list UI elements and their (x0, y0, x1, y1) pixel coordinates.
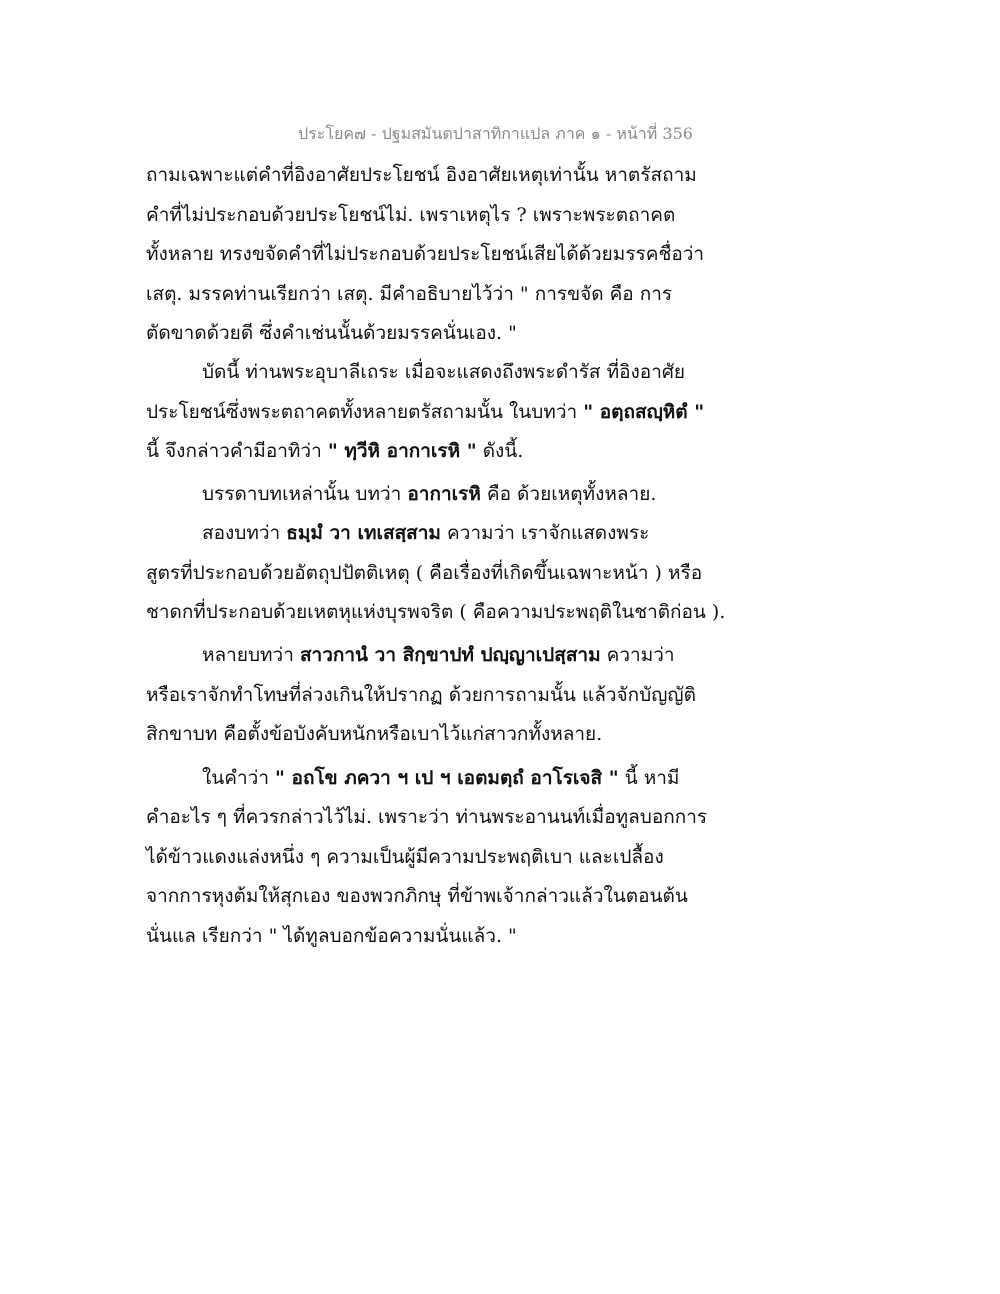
text-run: ทั้งหลาย ทรงขจัดคำที่ไม่ประกอบด้วยประโยชน์เสียได้ด้วยมรรคชื่อว่า (146, 243, 705, 265)
text-run: บัดนี้ ท่านพระอุบาลีเถระ เมื่อจะแสดงถึงพระดำรัส ที่อิงอาศัย (202, 361, 686, 383)
text-line (146, 879, 688, 913)
text-line (202, 638, 675, 672)
pali-term: " อถโข ภควา ฯ เป ฯ เอตมตฺถํ อาโรเจสิ " (275, 767, 619, 789)
pali-term: อากาเรหิ (407, 483, 481, 505)
text-line (146, 434, 523, 468)
text-run: เสตุ. มรรคท่านเรียกว่า เสตุ. มีคำอธิบายไว้ว่า " การขจัด คือ การ (146, 283, 673, 305)
text-run: นั่นแล เรียกว่า " ได้ทูลบอกข้อความนั่นแล้ว. " (146, 925, 517, 947)
page-header: ประโยค๗ - ปฐมสมันตปาสาทิกาแปล ภาค ๑ - หน้าที่ 356 (298, 124, 693, 143)
text-line (146, 840, 664, 874)
text-line (146, 919, 517, 953)
text-line (146, 800, 707, 834)
text-run: ความว่า เราจักแสดงพระ (440, 522, 650, 544)
text-run: หรือเราจักทำโทษที่ล่วงเกินให้ปรากฏ ด้วยการถามนั้น แล้วจักบัญญัติ (146, 684, 696, 706)
text-run: คำที่ไม่ประกอบด้วยประโยชน์ไม่. เพราเหตุไร ? เพราะพระตถาคต (146, 204, 676, 226)
text-run: สิกขาบท คือตั้งข้อบังคับหนักหรือเบาไว้แก่สาวกทั้งหลาย. (146, 723, 603, 745)
text-run: บรรดาบทเหล่านั้น บทว่า (202, 483, 408, 505)
text-line (146, 678, 696, 712)
text-run: ถามเฉพาะแต่คำที่อิงอาศัยประโยชน์ อิงอาศัยเหตุเท่านั้น หาตรัสถาม (146, 164, 697, 186)
text-line (202, 477, 656, 511)
text-run: สองบทว่า (202, 522, 287, 544)
text-line (146, 595, 725, 629)
pali-term: ธมฺมํ วา เทเสสฺสาม (286, 522, 441, 544)
text-run: ในคำว่า (202, 767, 276, 789)
pali-term: " ทฺวีหิ อากาเรหิ " (327, 440, 477, 462)
text-run: หลายบทว่า (202, 644, 300, 666)
text-line (202, 516, 649, 550)
text-run: ความว่า (600, 644, 675, 666)
text-line (146, 158, 697, 192)
text-run: นี้ หามี (618, 767, 680, 789)
text-line (202, 761, 679, 795)
text-line (146, 198, 675, 232)
text-run: ตัดขาดด้วยดี ซึ่งคำเช่นนั้นด้วยมรรคนั่นเอง. " (146, 322, 517, 344)
text-run: ได้ข้าวแดงแล่งหนึ่ง ๆ ความเป็นผู้มีความประพฤติเบา และเปลื้อง (146, 846, 664, 868)
text-run: ดังนี้. (476, 440, 524, 462)
text-line (146, 316, 517, 350)
pali-term: " อตฺถสญฺหิตํ " (583, 401, 705, 423)
text-run: นี้ จึงกล่าวคำมีอาทิว่า (146, 440, 328, 462)
text-run: ประโยชน์ซึ่งพระตถาคตทั้งหลายตรัสถามนั้น ในบทว่า (146, 401, 584, 423)
text-run: ชาดกที่ประกอบด้วยเหตหุแห่งบุรพจริต ( คือความประพฤติในชาติก่อน ). (146, 601, 726, 623)
text-line (146, 395, 704, 429)
text-run: จากการหุงต้มให้สุกเอง ของพวกภิกษุ ที่ข้าพเจ้ากล่าวแล้วในตอนต้น (146, 885, 688, 907)
text-line (146, 556, 702, 590)
text-run: คือ ด้วยเหตุทั้งหลาย. (480, 483, 657, 505)
pali-term: สาวกานํ วา สิกฺขาปทํ ปญฺญาเปสฺสาม (299, 644, 601, 666)
text-line (146, 237, 704, 271)
text-run: คำอะไร ๆ ที่ควรกล่าวไว้ไม่. เพราะว่า ท่านพระอานนท์เมื่อทูลบอกการ (146, 806, 708, 828)
text-line (202, 355, 685, 389)
text-line (146, 717, 602, 751)
text-run: สูตรที่ประกอบด้วยอัตถุปปัตติเหตุ ( คือเรื่องที่เกิดขึ้นเฉพาะหน้า ) หรือ (146, 562, 703, 584)
text-line (146, 277, 672, 311)
